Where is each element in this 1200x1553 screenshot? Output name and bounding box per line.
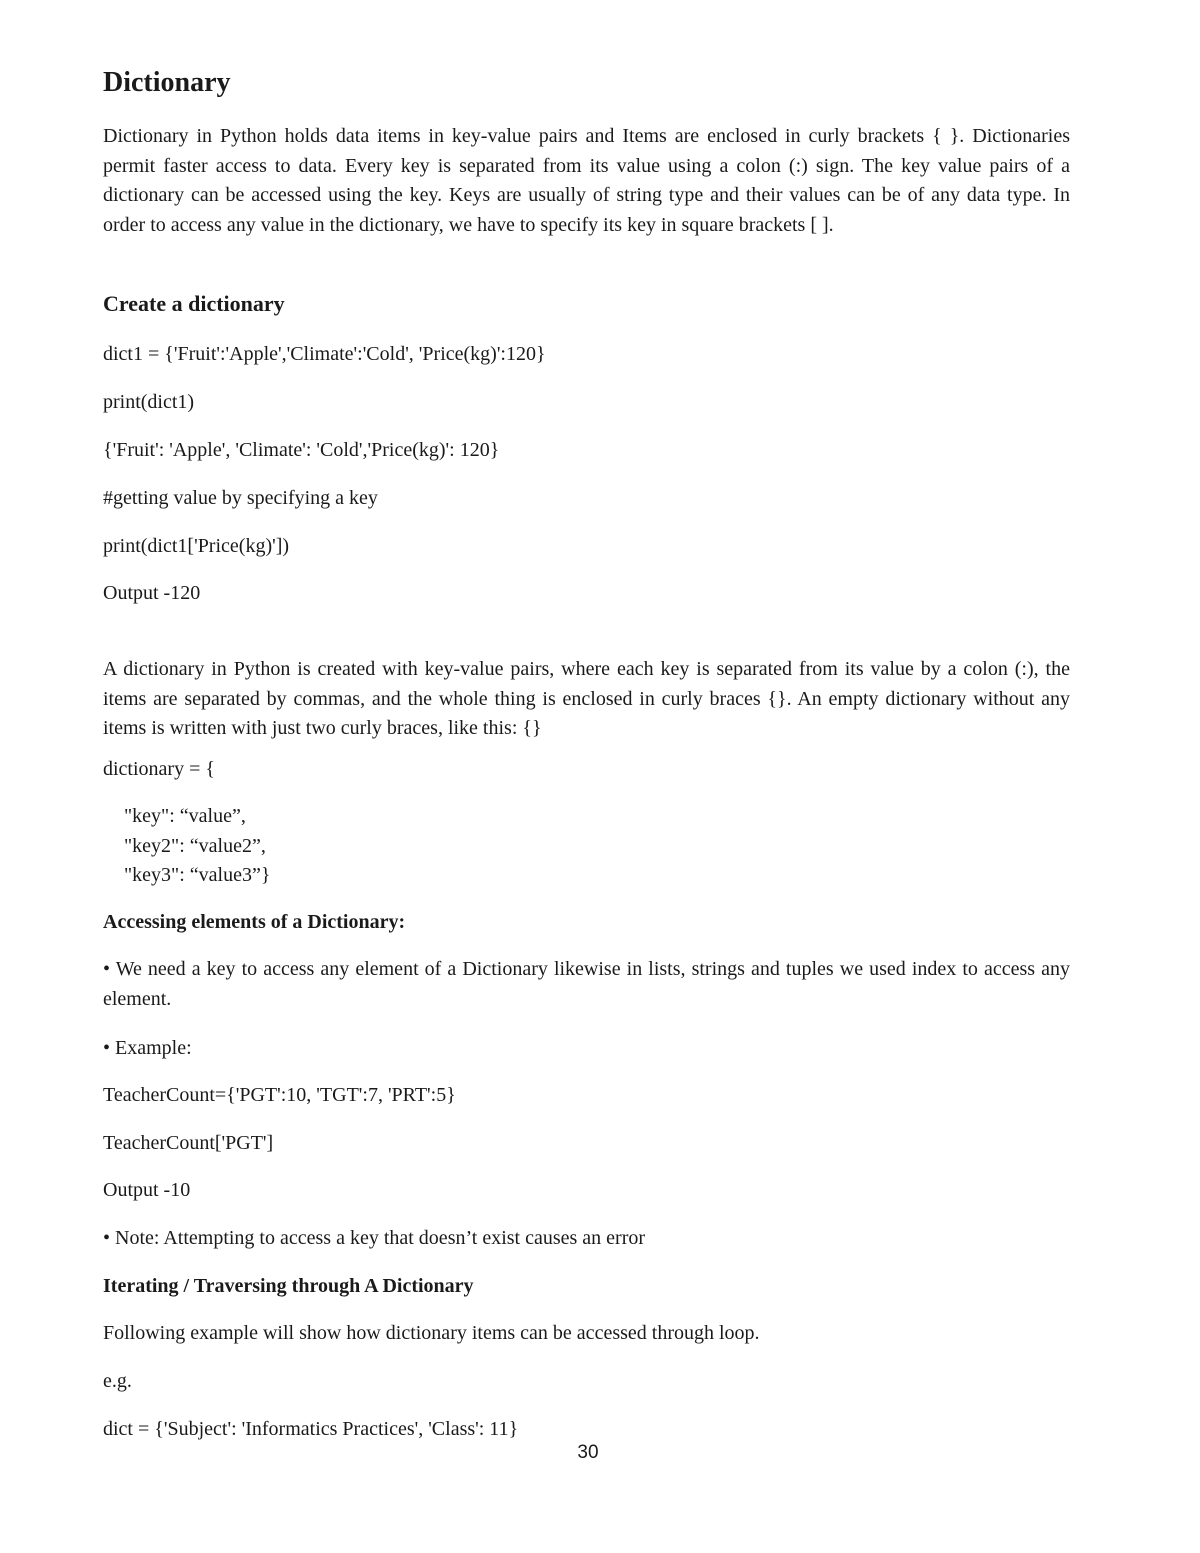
code-comment-line: #getting value by specifying a key (103, 487, 378, 509)
code-line: TeacherCount['PGT'] (103, 1132, 274, 1154)
code-line: TeacherCount={'PGT':10, 'TGT':7, 'PRT':5} (103, 1084, 456, 1106)
code-line: dict1 = {'Fruit':'Apple','Climate':'Cold', 'Price(kg)':120} (103, 343, 546, 365)
dictionary-intro-paragraph: Dictionary in Python holds data items in key-value pairs and Items are enclosed in curly brackets { }. Dictionaries permit faster access to data. Every key is separated from its value using a colon (:) sign. The key value pairs of a dictionary can be accessed using the key. Keys are usually of string type and their values can be of any data type. In order to access any value in the dictionary, we have to specify its key in square brackets [ ]. (103, 125, 1070, 236)
example-label: e.g. (103, 1370, 132, 1392)
page-number: 30 (577, 1442, 599, 1463)
section-title-dictionary: Dictionary (103, 67, 231, 98)
heading-accessing-elements: Accessing elements of a Dictionary: (103, 911, 406, 933)
note-bullet: • Note: Attempting to access a key that doesn’t exist causes an error (103, 1227, 646, 1249)
dict-example-item: "key": “value”, (124, 805, 246, 827)
dict-example-open: dictionary = { (103, 758, 215, 780)
dictionary-explain-paragraph: A dictionary in Python is created with key-value pairs, where each key is separated from its value by a colon (:), the items are separated by commas, and the whole thing is enclosed in curly braces {}. An empty dictionary without any items is written with just two curly braces, like this: {} (103, 658, 1070, 739)
output-line: Output -10 (103, 1179, 191, 1201)
dict-example-item: "key3": “value3”} (124, 864, 271, 886)
access-bullet-paragraph: • We need a key to access any element of a Dictionary likewise in lists, strings and tuples we used index to access any element. (103, 958, 1070, 1010)
code-line: dict = {'Subject': 'Informatics Practices', 'Class': 11} (103, 1418, 519, 1440)
heading-iterating-dictionary: Iterating / Traversing through A Dictionary (103, 1275, 474, 1297)
document-page (103, 0, 1070, 1553)
heading-create-dictionary: Create a dictionary (103, 291, 285, 316)
dict-example-item: "key2": “value2”, (124, 835, 266, 857)
iterate-paragraph: Following example will show how dictionary items can be accessed through loop. (103, 1322, 760, 1344)
example-bullet: • Example: (103, 1037, 192, 1059)
output-line: Output -120 (103, 582, 201, 604)
code-line: {'Fruit': 'Apple', 'Climate': 'Cold','Price(kg)': 120} (103, 439, 500, 461)
code-line: print(dict1['Price(kg)']) (103, 535, 290, 557)
code-line: print(dict1) (103, 391, 195, 413)
